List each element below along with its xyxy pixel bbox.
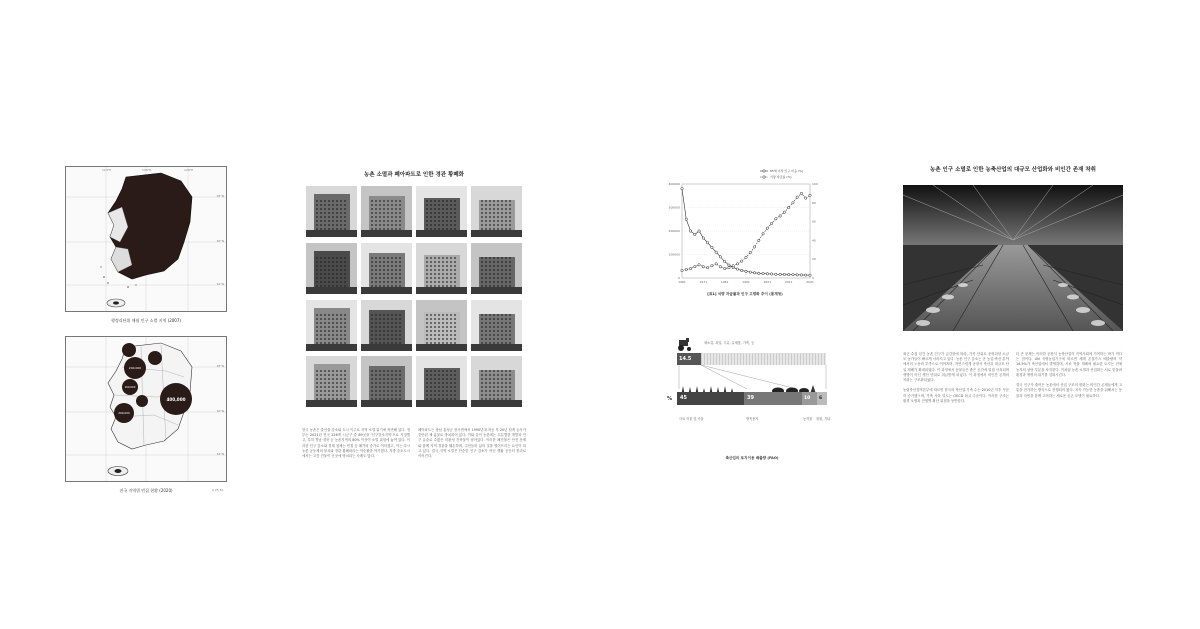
data-point bbox=[792, 274, 794, 276]
data-point bbox=[732, 265, 734, 267]
x-tick-label: 2021 bbox=[806, 280, 814, 284]
map-caption-top: 행정리단위 매월 인구 소멸 지역 (2007) bbox=[111, 318, 181, 323]
bar-top-value: 14.5 bbox=[679, 356, 692, 362]
data-point bbox=[787, 273, 789, 275]
lat-tick: 38°N bbox=[216, 194, 224, 198]
map-vacant-houses bbox=[65, 336, 227, 482]
data-point bbox=[809, 274, 811, 276]
map-population-decline bbox=[65, 166, 227, 312]
bar-segment-label: 농작물 bbox=[803, 417, 813, 421]
data-point bbox=[749, 271, 751, 273]
data-point bbox=[770, 273, 772, 275]
data-point bbox=[792, 202, 794, 204]
segmented-bar bbox=[677, 392, 827, 405]
lon-tick: 124°E bbox=[102, 168, 112, 172]
bubble-jeonbuk bbox=[136, 395, 148, 407]
data-point bbox=[775, 218, 777, 220]
building-photo bbox=[471, 300, 522, 351]
data-point bbox=[805, 274, 807, 276]
tractor-icon bbox=[677, 338, 693, 352]
panel4-text-col2: 더 큰 문제는 이러한 공장식 농축산업이 지역사회에 기여하는 바가 적다는 점이다. UN 식량농업기구에 따르면 세계 온실가스 배출량의 약 14.5%가 축산업에서 발생하며, 사료 작물 재배에 필요한 토지는 전체 농지의 상당 부분을 차지한다. 이처럼 농촌 소멸과 산업화는 서로 맞물려 환경과 생명의 위기를 심화시킨다. 결국 인구가 줄어든 농촌에서 산업 구조의 변화는 비인간 존재들에게 고통을 전가하는 방식으로 진행되어 왔다. 지속 가능한 농촌을 위해서는 동물과 자연을 함께 고려하는 새로운 공존 모델이 필요하다. bbox=[1016, 352, 1122, 398]
bar-segment-grazing bbox=[744, 392, 802, 405]
data-point bbox=[762, 272, 764, 274]
bar-axis-unit: % bbox=[667, 396, 673, 402]
y-left-tick-label: 100000 bbox=[668, 252, 680, 257]
panel2-text-col1: 한국 농촌은 출산율 감소와 도시 이주로 지역 소멸 위기에 직면해 있다. 정부는 2021년 전국 228개 시군구 중 89곳을 '인구감소지역'으로 지정했고, 특히 경남·경북 등 농촌지역의 80% 이상이 소멸 위험에 놓여 있다. 이러한 인구 감소와 경제 침체는 빈집 등 폐가의 증가로 이어졌고, 이는 다시 농촌 공동체의 붕괴와 경관 황폐화라는 악순환을 야기했다. 지방 중소도시에서는 고층 건물이 곳곳에 방치되는 사례도 많다. bbox=[302, 428, 410, 459]
panel4-text-col1: 최근 수십 년간 농촌 인구가 급감함에 따라, 가족 단위로 운영되던 소규모 농가들이 빠르게 사라지고 있다. 농촌 인구 감소는 곧 농업·축산 분야에서의 노동력 부족으로 이어지며, 자연스럽게 공장식 축산과 대규모 단일 재배가 확대되었다. 이 과정에서 동물들은 좁은 공간에 밀집 사육되며 생명이 아닌 생산 단위로 취급받게 되었다. 이 과정에서 비인간 존재의 착취는 구조화되었다. 농림축산검역본부에 따르면 한국의 축산업 가축 수는 2010년 이후 꾸준히 증가했으며, 가축 사육 밀도는 OECD 최고 수준이다. 이러한 구조는 환경 오염과 전염병 확산 위험을 동반한다. bbox=[903, 352, 1009, 403]
bar-top-strip bbox=[701, 353, 826, 365]
building-photo bbox=[416, 300, 467, 351]
bubble-seoul bbox=[122, 343, 136, 357]
data-point bbox=[685, 218, 687, 220]
data-point bbox=[719, 266, 721, 268]
lat-tick: 34°N bbox=[216, 282, 224, 286]
data-point bbox=[762, 233, 764, 235]
y-right-tick-label: 100 bbox=[812, 182, 818, 186]
data-point bbox=[728, 266, 730, 268]
building-photo bbox=[471, 356, 522, 407]
data-point bbox=[783, 273, 785, 275]
building-photo bbox=[306, 243, 357, 294]
data-point bbox=[766, 227, 768, 229]
map-caption-bottom: 전국 지역별 빈집 현황 (2020) bbox=[119, 488, 173, 493]
data-point bbox=[723, 267, 725, 269]
data-point bbox=[753, 272, 755, 274]
data-point bbox=[805, 197, 807, 199]
lat-tick: 36°N bbox=[216, 239, 224, 243]
data-point bbox=[745, 270, 747, 272]
data-point bbox=[711, 246, 713, 248]
data-point bbox=[800, 192, 802, 194]
series-line bbox=[682, 189, 810, 275]
y-right-tick-label: 80 bbox=[812, 200, 816, 205]
data-point bbox=[745, 256, 747, 258]
scale-bar: 0 25 50 bbox=[212, 488, 224, 492]
building-photo bbox=[471, 243, 522, 294]
korea-map-bubbles bbox=[66, 337, 227, 482]
legend-marker bbox=[763, 170, 765, 172]
data-point bbox=[723, 260, 725, 262]
bar-segment-value: 10 bbox=[804, 396, 811, 401]
building-photo bbox=[306, 300, 357, 351]
data-point bbox=[694, 266, 696, 268]
bubble-gyeonggi bbox=[124, 357, 146, 379]
bar-segment-label: 정원, 기타 bbox=[816, 417, 831, 421]
y-left-tick-label: 300000 bbox=[668, 205, 680, 210]
building-photo bbox=[306, 356, 357, 407]
bar-segment-value: 39 bbox=[747, 395, 754, 401]
chart-caption: [표1] 식량 자급률과 인구 고령화 추이 (통계청) bbox=[707, 292, 783, 296]
building-photo bbox=[471, 186, 522, 237]
bar-segment-label: 사료 작물 및 곡물 bbox=[679, 417, 704, 421]
lat-tick: 38°N bbox=[216, 364, 224, 368]
y-left-tick-label: 400000 bbox=[668, 182, 680, 186]
building-photo bbox=[361, 300, 412, 351]
bar-segment-feed bbox=[677, 392, 744, 405]
data-point bbox=[796, 196, 798, 198]
data-point bbox=[783, 211, 785, 213]
bubble-label: 400,000 bbox=[166, 396, 186, 402]
korea-map-dark bbox=[66, 167, 227, 312]
y-right-tick-label: 0 bbox=[812, 276, 814, 280]
data-point bbox=[775, 273, 777, 275]
data-point bbox=[702, 237, 704, 239]
bubble-chungbuk bbox=[122, 379, 138, 395]
data-point bbox=[702, 266, 704, 268]
data-point bbox=[779, 215, 781, 217]
bar-segment-value: 45 bbox=[680, 395, 687, 401]
lon-tick: 128°E bbox=[184, 168, 194, 172]
bubble-gyeongbuk bbox=[160, 383, 192, 415]
bubble-gangwon bbox=[148, 351, 162, 365]
data-point bbox=[681, 188, 683, 190]
data-point bbox=[715, 251, 717, 253]
data-point bbox=[706, 266, 708, 268]
data-point bbox=[694, 233, 696, 235]
data-point bbox=[758, 272, 760, 274]
data-point bbox=[800, 274, 802, 276]
data-point bbox=[681, 269, 683, 271]
data-point bbox=[698, 230, 700, 232]
y-right-tick-label: 40 bbox=[812, 238, 816, 243]
x-tick-label: 2001 bbox=[763, 280, 772, 284]
building-photo bbox=[306, 186, 357, 237]
bubble-label: 100,000 bbox=[124, 385, 136, 389]
bubble-label: 200,000 bbox=[118, 411, 130, 415]
panel2-text-col2: 폐아파트는 충남 홍성군 장곡면에서 1990년대 착공 후 20년 넘게 공사가 중단된 채 흉물로 방치되어 있다. 이와 같이 농촌에는 무분별한 개발과 인구 유출로 수많은 미완성 건축물이 남아있다. 이러한 폐건물은 안전 문제와 함께 지역 경관을 훼손하며, 주민들의 삶의 질을 떨어뜨리는 요인이 되고 있다. 결국 지역 소멸은 단순한 인구 감소가 아닌 생활 공간의 붕괴로 이어진다. bbox=[418, 428, 526, 459]
factory-farm-photo bbox=[903, 185, 1123, 331]
data-point bbox=[787, 206, 789, 208]
data-point bbox=[728, 264, 730, 266]
data-point bbox=[779, 273, 781, 275]
data-point bbox=[741, 260, 743, 262]
bar-top-label: 채소류, 과일, 우유, 유제품, 가축, 등 bbox=[704, 341, 755, 345]
bar-segment-crops bbox=[802, 392, 817, 405]
line-chart bbox=[660, 166, 830, 286]
legend-marker bbox=[763, 176, 765, 178]
data-point bbox=[689, 230, 691, 232]
data-point bbox=[698, 264, 700, 266]
data-point bbox=[711, 265, 713, 267]
bar-segment-other bbox=[817, 392, 827, 405]
panel2-title: 농촌 소멸과 폐아파트로 인한 경관 황폐화 bbox=[364, 172, 464, 178]
bar-caption: 축산업의 토지이용 배출량 (FAO) bbox=[725, 456, 779, 460]
data-point bbox=[796, 274, 798, 276]
building-photo bbox=[361, 243, 412, 294]
data-point bbox=[685, 268, 687, 270]
data-point bbox=[809, 194, 811, 196]
x-tick-label: 1961 bbox=[678, 280, 686, 284]
data-point bbox=[770, 222, 772, 224]
lon-tick: 126°E bbox=[142, 168, 152, 172]
series-line bbox=[682, 193, 810, 270]
building-photo bbox=[416, 186, 467, 237]
building-photo bbox=[361, 356, 412, 407]
y-right-tick-label: 20 bbox=[812, 257, 816, 262]
y-left-tick-label: 0 bbox=[678, 276, 680, 280]
data-point bbox=[715, 263, 717, 265]
x-tick-label: 1991 bbox=[742, 280, 750, 284]
x-tick-label: 1981 bbox=[720, 280, 729, 284]
data-point bbox=[736, 268, 738, 270]
data-point bbox=[749, 251, 751, 253]
data-point bbox=[689, 267, 691, 269]
data-point bbox=[736, 263, 738, 265]
data-point bbox=[753, 246, 755, 248]
legend-label: 65세 이상 인구 비율 (%) bbox=[770, 169, 804, 173]
bar-top-value-box bbox=[677, 353, 701, 365]
data-point bbox=[706, 242, 708, 244]
data-point bbox=[719, 256, 721, 258]
data-point bbox=[741, 269, 743, 271]
x-tick-label: 2011 bbox=[784, 280, 793, 284]
lat-tick: 34°N bbox=[216, 452, 224, 456]
building-photo bbox=[416, 243, 467, 294]
y-right-tick-label: 60 bbox=[812, 219, 816, 224]
bubble-label: 200,000 bbox=[128, 366, 142, 370]
lat-tick: 36°N bbox=[216, 409, 224, 413]
bar-segment-label: 방목용지 bbox=[746, 417, 759, 421]
y-left-tick-label: 200000 bbox=[668, 229, 680, 233]
x-tick-label: 1971 bbox=[699, 280, 708, 284]
bubble-chungnam bbox=[114, 403, 134, 423]
bar-segment-value: 6 bbox=[819, 396, 823, 401]
panel4-title: 농촌 인구 소멸로 인한 농축산업의 대규모 산업화와 비인간 존재 착취 bbox=[930, 167, 1096, 173]
data-point bbox=[766, 273, 768, 275]
building-photo bbox=[361, 186, 412, 237]
legend-label: 식량 자급률 (%) bbox=[770, 175, 792, 179]
data-point bbox=[758, 239, 760, 241]
building-photo bbox=[416, 356, 467, 407]
